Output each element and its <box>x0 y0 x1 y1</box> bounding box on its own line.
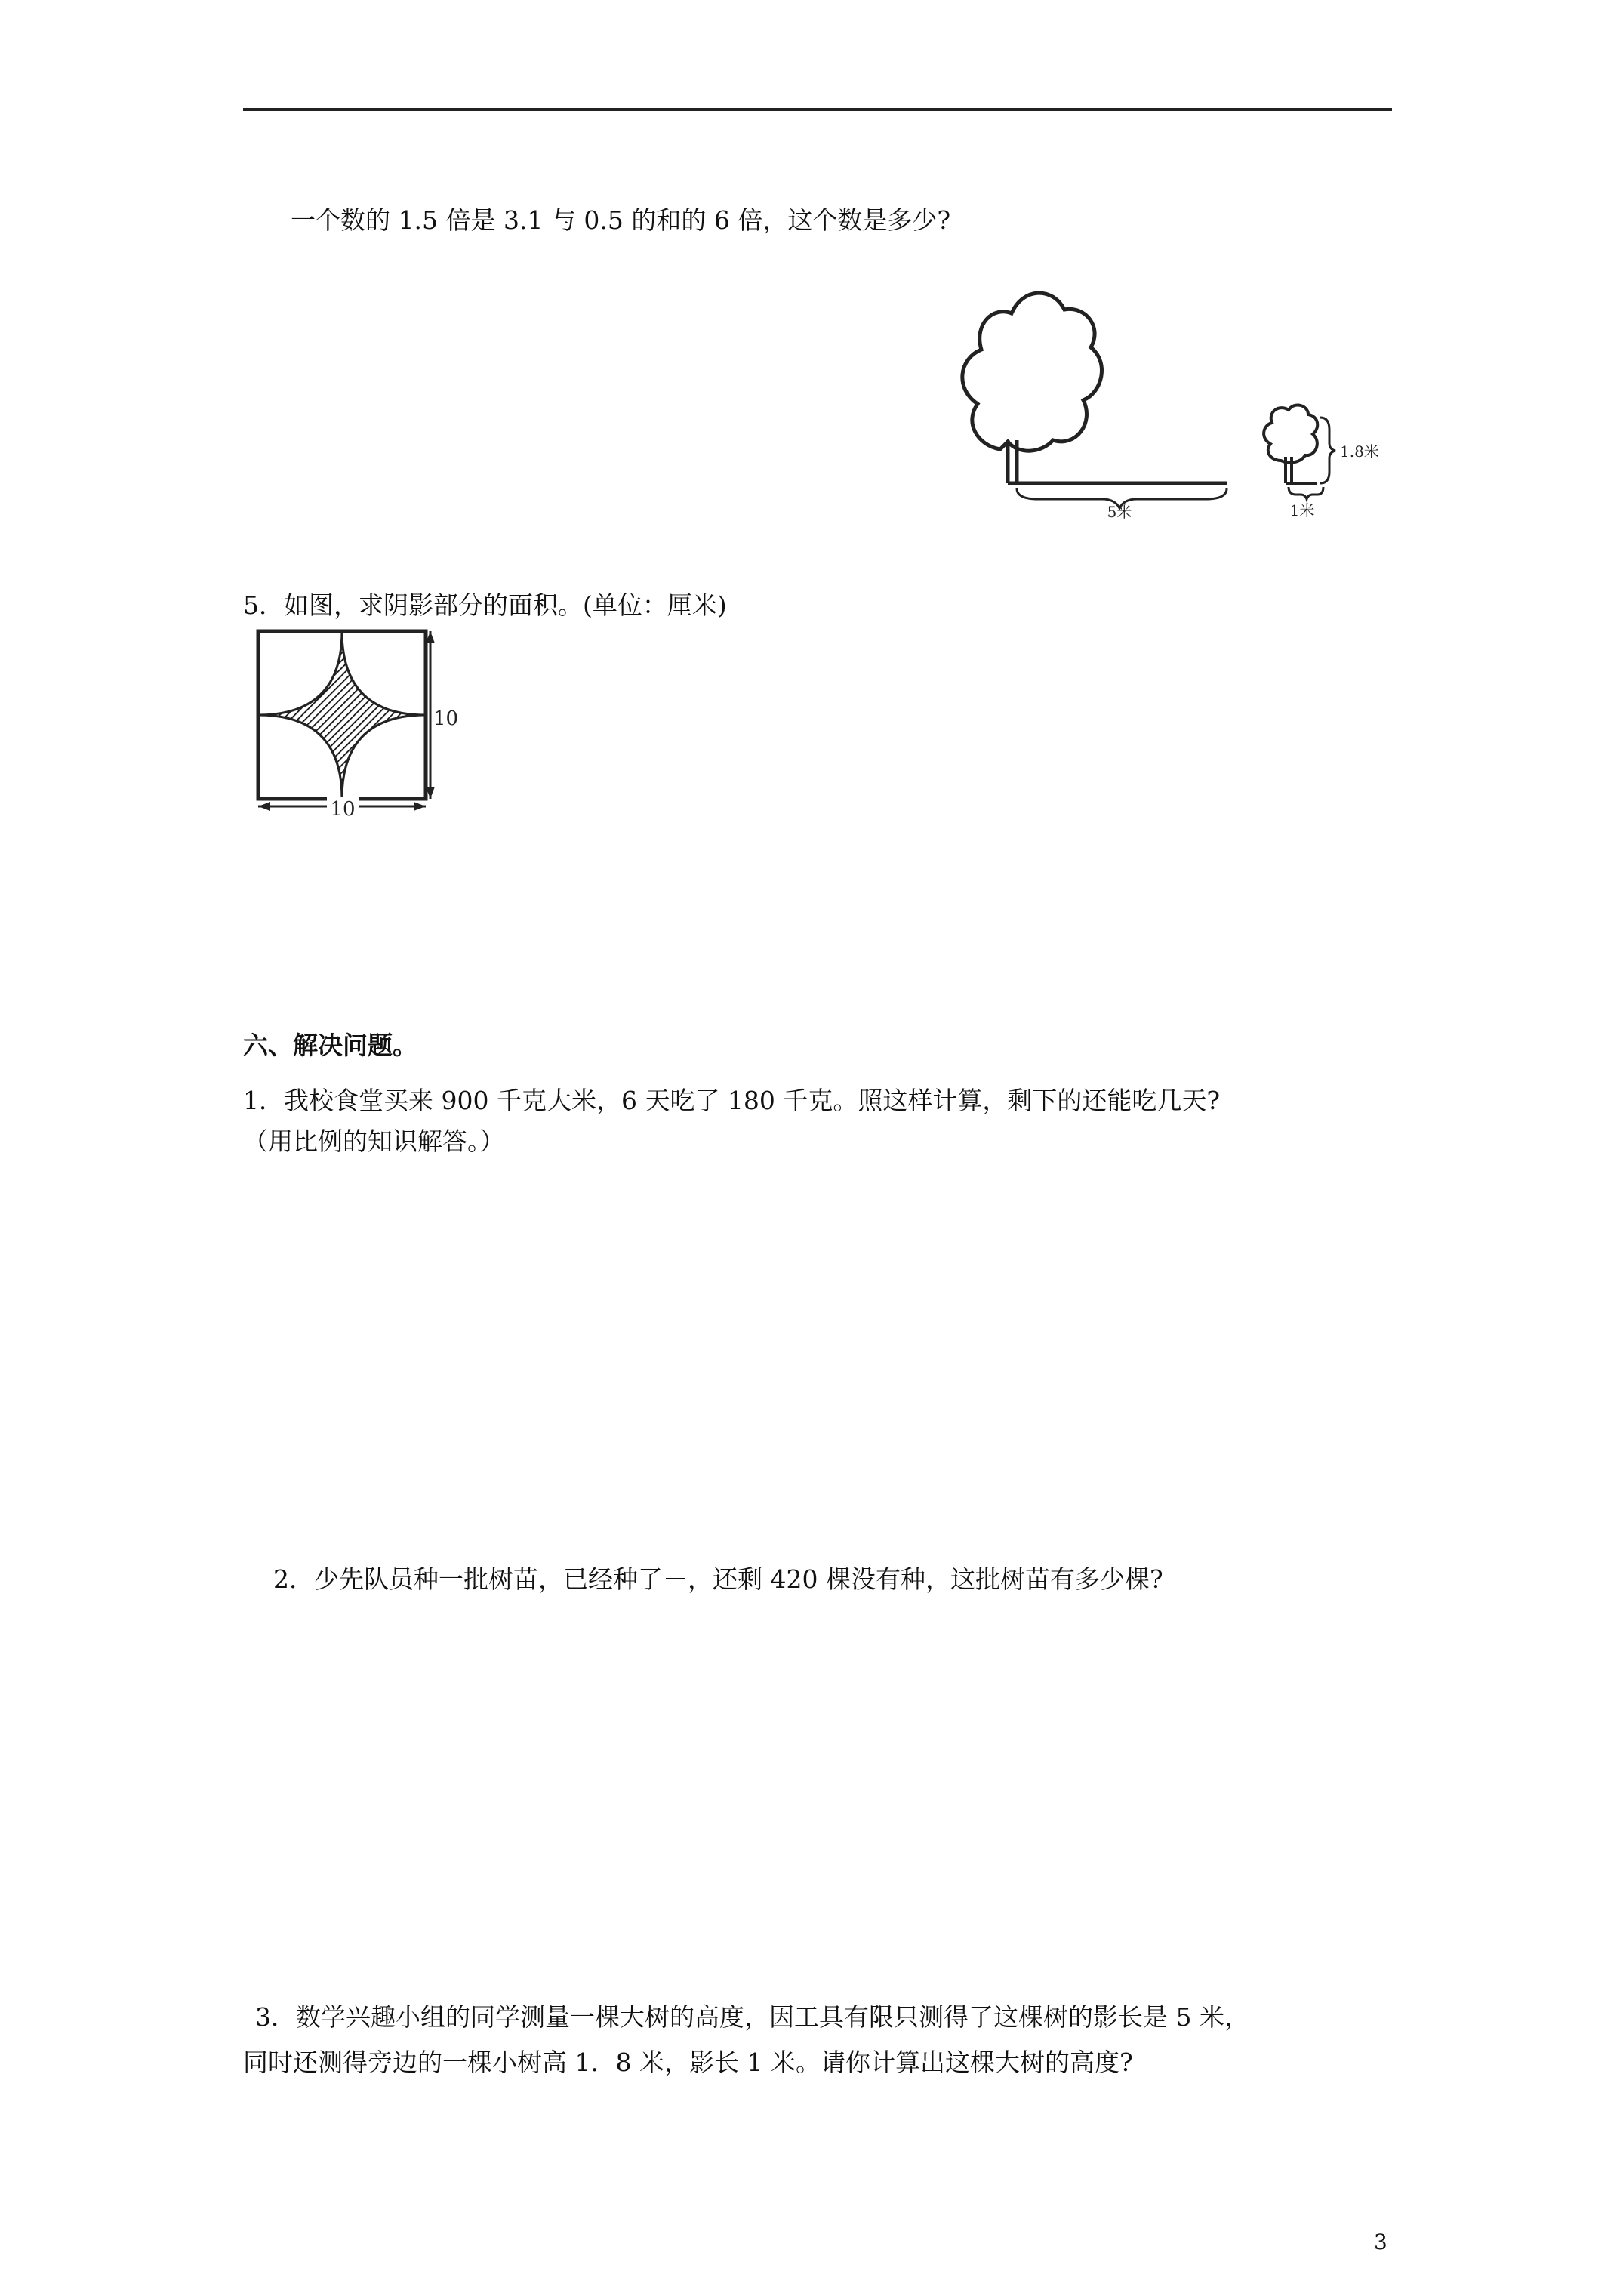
small-shadow-label: 1米 <box>1289 501 1315 519</box>
header-rule <box>243 108 1392 111</box>
bottom-dim-arrow-right <box>414 802 426 811</box>
q5-text: 5．如图，求阴影部分的面积。(单位：厘米) <box>243 590 727 620</box>
bottom-dim-arrow-left <box>258 802 270 811</box>
q2-text: 2．少先队员种一批树苗，已经种了－，还剩 420 棵没有种，这批树苗有多少棵? <box>273 1564 1163 1594</box>
shaded-square-figure <box>249 625 459 821</box>
bottom-dimension-label: 10 <box>330 798 356 821</box>
right-dimension-label: 10 <box>433 707 459 730</box>
small-tree-canopy <box>1264 405 1317 462</box>
q3-line1: 3．数学兴趣小组的同学测量一棵大树的高度，因工具有限只测得了这棵树的影长是 5 米， <box>255 2002 1249 2032</box>
q3-line2: 同时还测得旁边的一棵小树高 1．8 米，影长 1 米。请你计算出这棵大树的高度? <box>243 2048 1133 2077</box>
page-number: 3 <box>1374 2230 1387 2254</box>
section-title: 六、解决问题。 <box>243 1031 417 1060</box>
number-problem: 一个数的 1.5 倍是 3.1 与 0.5 的和的 6 倍，这个数是多少? <box>291 205 951 235</box>
shaded-region <box>258 631 426 799</box>
tree-shadow-figure <box>947 268 1415 525</box>
q1-line2: （用比例的知识解答。） <box>243 1126 505 1156</box>
big-tree-canopy <box>962 293 1102 451</box>
small-tree-height-label: 1.8米 <box>1340 442 1379 461</box>
small-shadow-brace <box>1289 487 1323 499</box>
small-tree-height-brace <box>1320 418 1335 483</box>
big-shadow-label: 5米 <box>1107 503 1132 521</box>
q1-line1: 1．我校食堂买来 900 千克大米，6 天吃了 180 千克。照这样计算，剩下的还能吃几天? <box>243 1086 1221 1115</box>
